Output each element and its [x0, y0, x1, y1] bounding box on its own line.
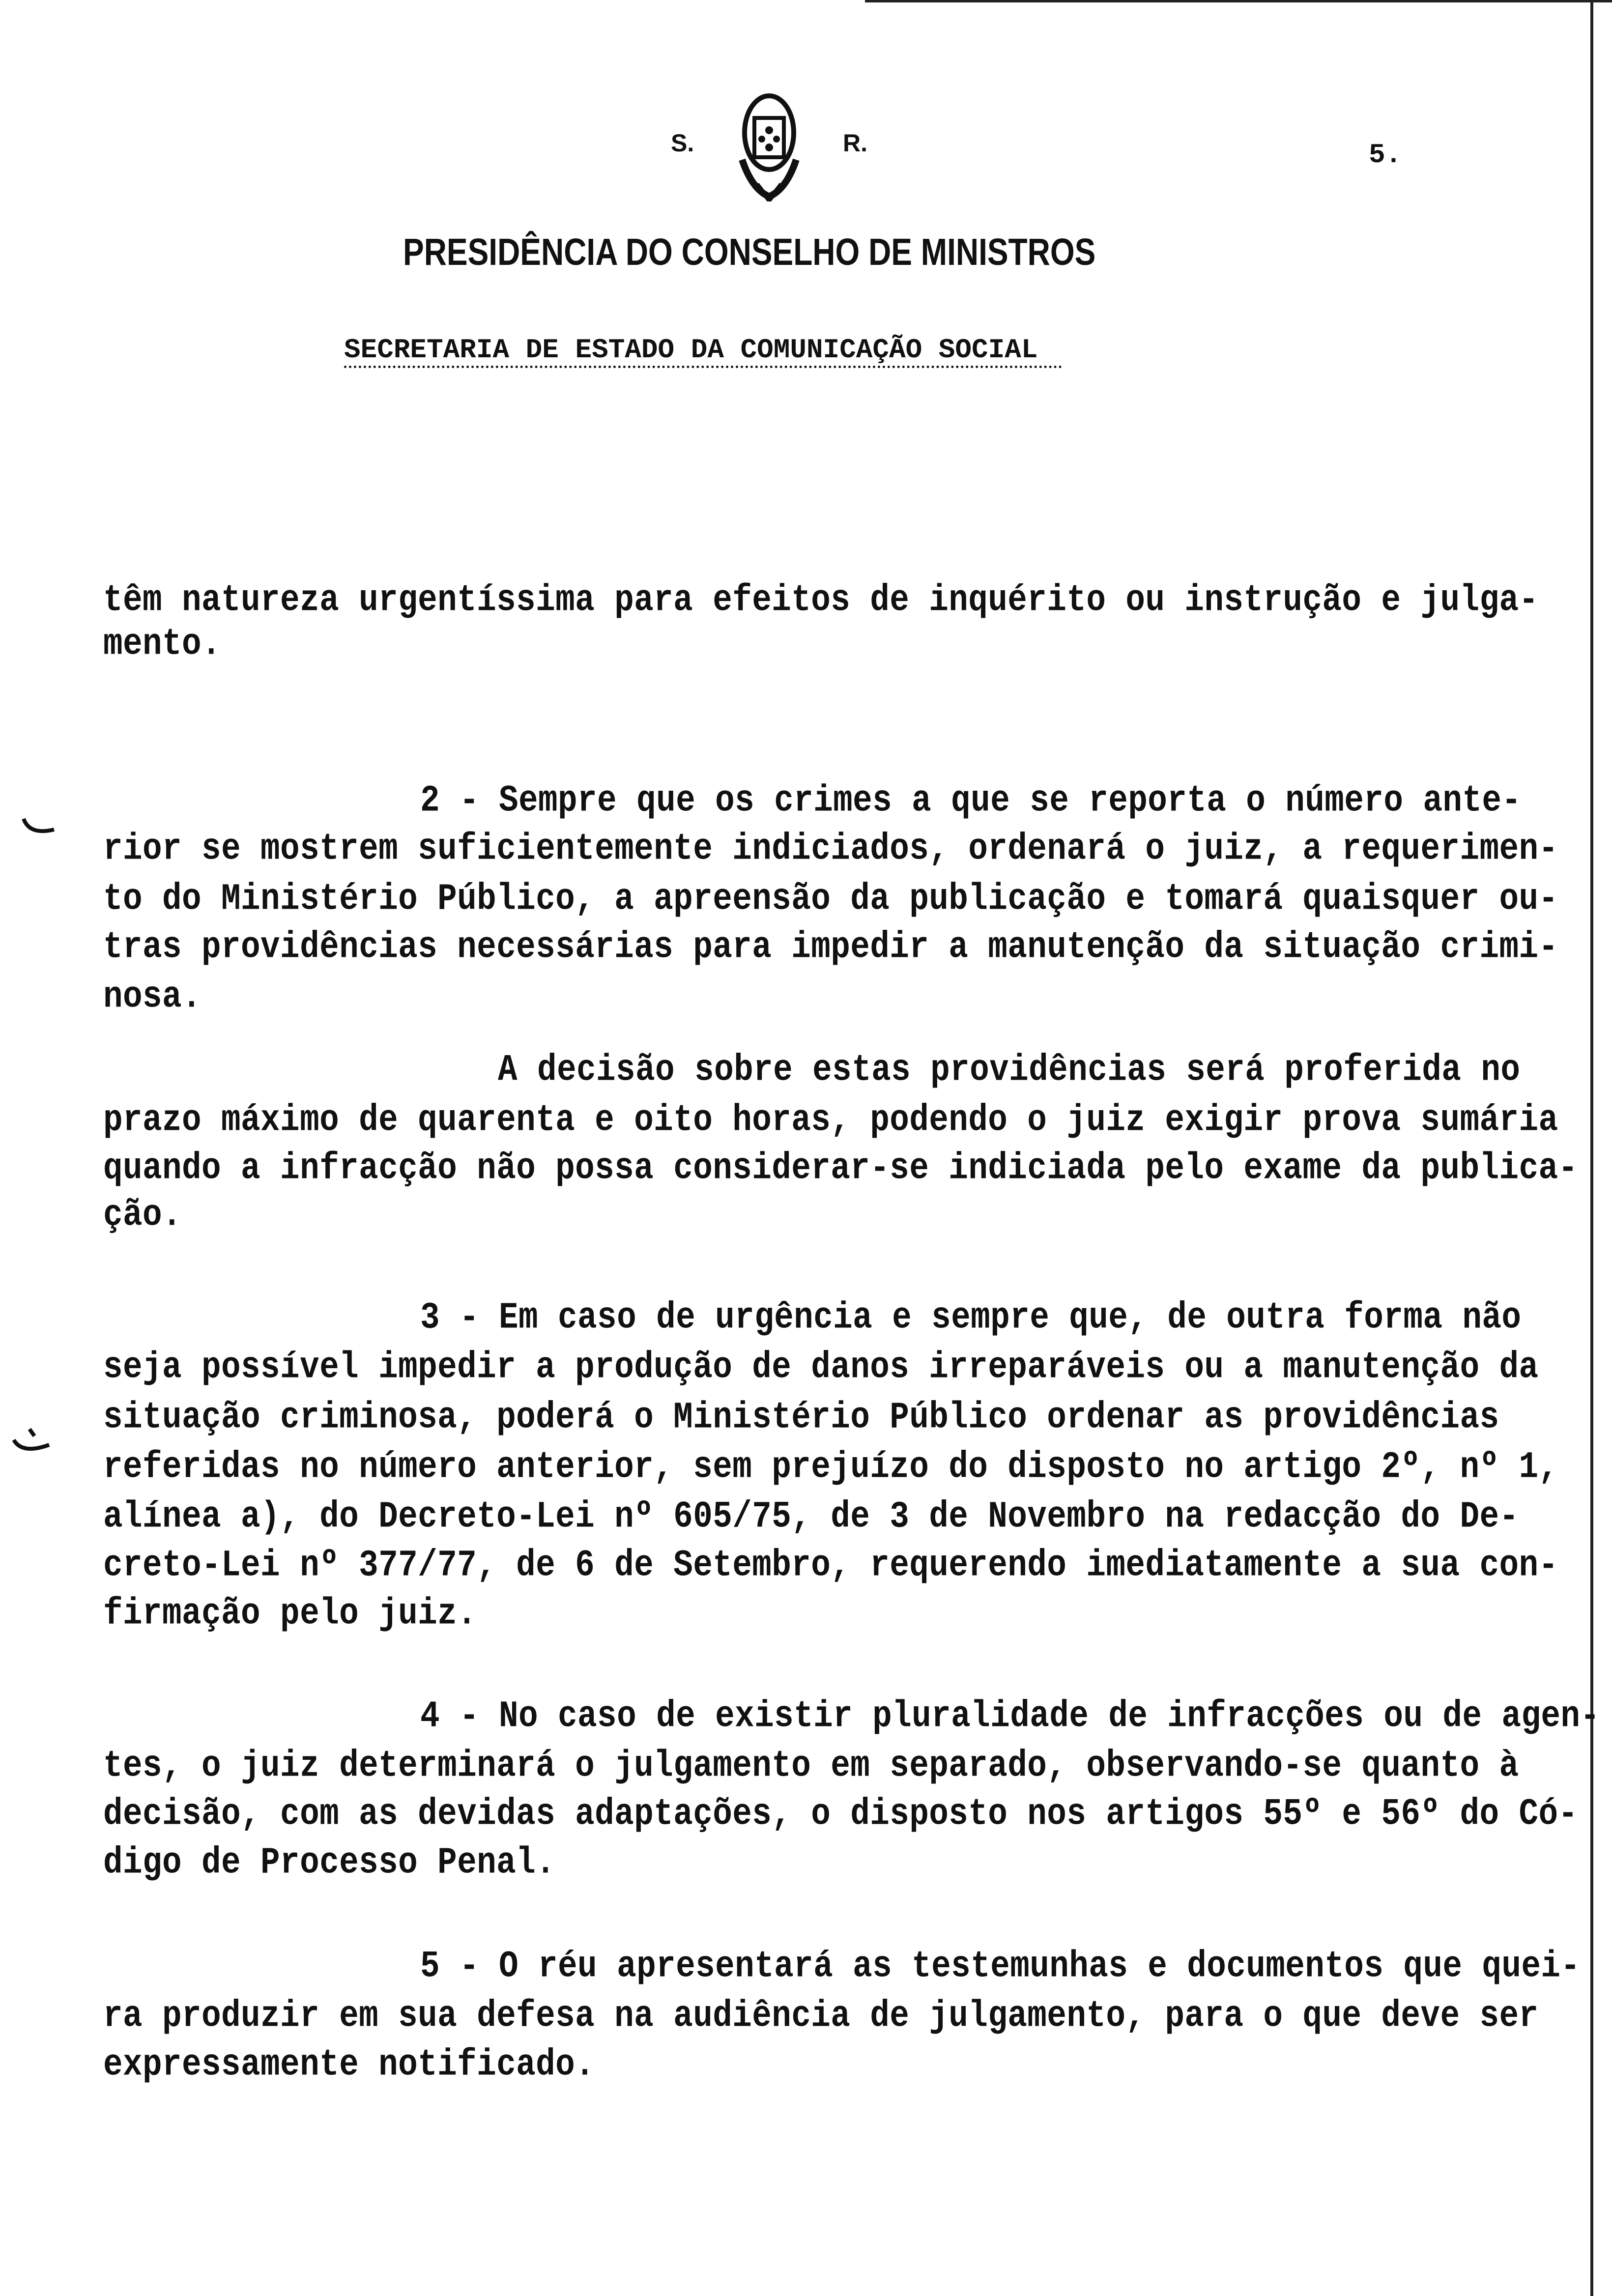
text-line: 2 - Sempre que os crimes a que se reporta o número ante- [420, 779, 1522, 822]
department-title: SECRETARIA DE ESTADO DA COMUNICAÇÃO SOCIAL [344, 334, 1062, 368]
text-line: digo de Processo Penal. [103, 1841, 556, 1884]
text-line: rior se mostrem suficientemente indiciados, ordenará o juiz, a requerimen- [103, 828, 1558, 870]
text-line: situação criminosa, poderá o Ministério Público ordenar as providências [103, 1396, 1499, 1439]
text-line: to do Ministério Público, a apreensão da publicação e tomará quaisquer ou- [103, 878, 1558, 920]
text-line: creto-Lei nº 377/77, de 6 de Setembro, requerendo imediatamente a sua con- [103, 1544, 1558, 1587]
page-edge-top [865, 0, 1612, 2]
text-line: tras providências necessárias para impedir a manutenção da situação crimi- [103, 926, 1558, 969]
handwritten-check-mark [20, 816, 59, 845]
text-line: prazo máximo de quarenta e oito horas, podendo o juiz exigir prova sumária [103, 1099, 1558, 1142]
r-label: R. [843, 129, 867, 157]
text-line: têm natureza urgentíssima para efeitos de inquérito ou instrução e julga- [103, 579, 1539, 622]
text-line: 4 - No caso de existir pluralidade de infracções ou de agen- [420, 1695, 1600, 1738]
text-line: A decisão sobre estas providências será proferida no [498, 1049, 1521, 1091]
text-line: 3 - Em caso de urgência e sempre que, de outra forma não [420, 1296, 1522, 1339]
coat-of-arms-emblem [732, 91, 806, 201]
page-number: 5. [1369, 139, 1402, 171]
text-line: ção. [103, 1194, 182, 1236]
page-edge-right [1590, 0, 1593, 2296]
text-line: seja possível impedir a produção de danos irreparáveis ou a manutenção da [103, 1346, 1539, 1389]
s-label: S. [671, 129, 694, 157]
text-line: 5 - O réu apresentará as testemunhas e documentos que quei- [420, 1945, 1581, 1988]
ministry-title: PRESIDÊNCIA DO CONSELHO DE MINISTROS [403, 230, 1096, 273]
text-line: firmação pelo juiz. [103, 1592, 477, 1635]
text-line: tes, o juiz determinará o julgamento em separado, observando-se quanto à [103, 1745, 1519, 1787]
text-line: ra produzir em sua defesa na audiência de julgamento, para o que deve ser [103, 1995, 1539, 2038]
handwritten-check-mark [10, 1425, 54, 1464]
text-line: mento. [103, 623, 222, 665]
text-line: alínea a), do Decreto-Lei nº 605/75, de 3 de Novembro na redacção do De- [103, 1495, 1519, 1538]
text-line: expressamente notificado. [103, 2043, 595, 2086]
text-line: nosa. [103, 976, 202, 1018]
text-line: referidas no número anterior, sem prejuízo do disposto no artigo 2º, nº 1, [103, 1446, 1558, 1489]
text-line: quando a infracção não possa considerar-se indiciada pelo exame da publica- [103, 1147, 1578, 1190]
text-line: decisão, com as devidas adaptações, o disposto nos artigos 55º e 56º do Có- [103, 1793, 1578, 1836]
